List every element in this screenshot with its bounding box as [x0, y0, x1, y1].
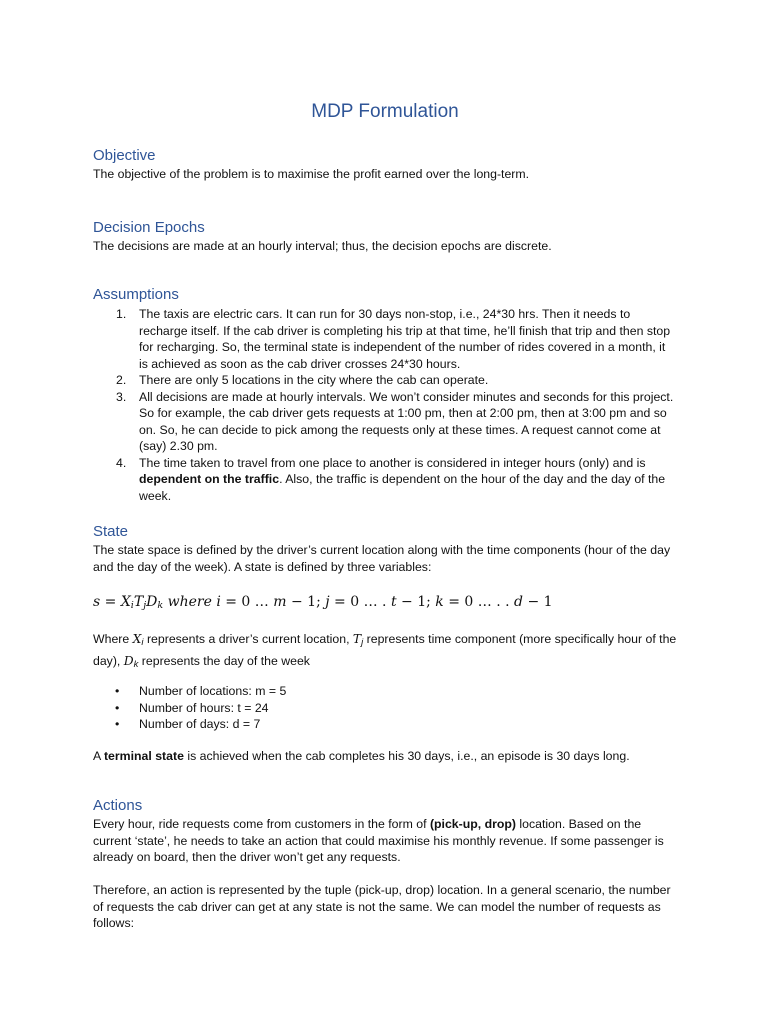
actions-p1-after: location. Based on the current ‘state’, he needs to take an action that could maximise his monthly revenue. If some passenger is already on board, then the driver won’t get any requests. [93, 817, 664, 864]
actions-p1-bold: (pick-up, drop) [429, 817, 517, 831]
where-prefix: Where [93, 632, 133, 646]
bullet-text: Number of locations: m = 5 [139, 684, 287, 698]
actions-p1-before: Every hour, ride requests come from customers in the form of [93, 817, 430, 831]
terminal-bold: terminal state [103, 749, 184, 763]
list-item-number: 1. [116, 307, 127, 321]
bullet-text: Number of hours: t = 24 [139, 700, 269, 715]
formula-i: i [216, 594, 221, 610]
actions-paragraph-1 [93, 816, 677, 866]
formula-m: m [273, 594, 287, 610]
var-t-sub: j [361, 637, 364, 648]
bullet-icon: • [115, 700, 120, 715]
list-item [93, 455, 677, 505]
formula-s: s [93, 594, 101, 610]
formula-d: D [146, 594, 158, 610]
decision-epochs-text: The decisions are made at an hourly interval; thus, the decision epochs are discrete. [93, 239, 552, 253]
list-item-text: All decisions are made at hourly intervals. We won’t consider minutes and seconds for this project. So for example, the cab driver gets requests at 1:00 pm, then at 2:00 pm, then at 3:00 pm and so on. So, he can decide to pick among the requests only at these times. A request cannot come at (say) 2.30 pm. [139, 389, 674, 453]
document-page [93, 0, 677, 1024]
list-item-text-before: The time taken to travel from one place to another is considered in integer hours (only) and is [139, 455, 646, 470]
bullet-icon: • [115, 717, 120, 731]
terminal-prefix: A [93, 749, 104, 763]
var-d-sub: k [133, 659, 139, 670]
formula-k: k [435, 594, 444, 610]
list-item-number: 3. [116, 389, 127, 404]
formula-x: X [120, 594, 131, 610]
bullet-icon: • [115, 684, 120, 698]
formula-minus-one-j: − 1; [396, 594, 436, 610]
list-item-bold: dependent on the traffic [139, 472, 280, 486]
formula-t-var: t [390, 594, 397, 610]
heading-assumptions: Assumptions [93, 286, 179, 303]
list-item-text: The taxis are electric cars. It can run for 30 days non-stop, i.e., 24*30 hrs. Then it needs to recharge itself. If the cab driver is completing his trip at that time, he’ll finish that trip and then stop for recharging. So, the terminal state is independent of the number of rides covered in a month, it is achieved as soon as the cab driver crosses 24*30 hours. [139, 307, 671, 371]
var-d: D [123, 654, 134, 668]
formula-sub-i: i [130, 600, 134, 611]
list-item-number: 2. [116, 373, 127, 387]
state-bullets [93, 683, 677, 733]
list-item-text-after: . Also, the traffic is dependent on the hour of the day and the day of the week. [139, 472, 666, 503]
list-item [93, 389, 677, 455]
formula-minus-one-k: − 1 [523, 594, 553, 610]
where-t: represents time component (more specifically hour of the day), [93, 632, 677, 668]
list-item-number: 4. [116, 455, 127, 470]
list-item [93, 700, 677, 717]
heading-objective: Objective [93, 147, 156, 164]
state-formula [93, 592, 677, 616]
where-d: represents the day of the week [138, 654, 310, 668]
assumptions-list [93, 306, 677, 504]
terminal-rest: is achieved when the cab completes his 30 days, i.e., an episode is 30 days long. [183, 749, 630, 763]
formula-range-k: = 0 … . . [448, 594, 515, 610]
bullet-text: Number of days: d = 7 [139, 717, 261, 731]
formula-sub-j: j [143, 600, 147, 611]
terminal-state-text [93, 748, 677, 765]
state-where-text [93, 630, 677, 674]
objective-text: The objective of the problem is to maximise the profit earned over the long-term. [93, 167, 530, 181]
list-item [93, 716, 677, 733]
formula-d-var: d [514, 594, 523, 610]
list-item [93, 372, 677, 389]
where-x: represents a driver’s current location, [143, 632, 353, 646]
var-x-sub: i [141, 637, 144, 648]
actions-paragraph-2: Therefore, an action is represented by the tuple (pick-up, drop) location. In a general scenario, the number of requests the cab driver can get at any state is not the same. We can model the number of requests as follows: [93, 883, 671, 930]
heading-actions: Actions [93, 797, 143, 814]
formula-range-j: = 0 … . [334, 594, 391, 610]
formula-eq: = [104, 594, 117, 610]
heading-state: State [93, 523, 129, 540]
formula-where: where [167, 594, 212, 610]
heading-decision-epochs: Decision Epochs [93, 219, 205, 236]
list-item [93, 306, 677, 372]
formula-range-i: = 0 … [225, 594, 274, 610]
page-title: MDP Formulation [311, 101, 459, 122]
list-item-text: There are only 5 locations in the city where the cab can operate. [139, 373, 489, 387]
var-t: T [352, 632, 362, 646]
state-intro: The state space is defined by the driver’s current location along with the time components (hour of the day and the day of the week). A state is defined by three variables: [93, 543, 671, 574]
formula-t: T [133, 594, 144, 610]
formula-j: j [325, 594, 330, 610]
var-x: X [132, 632, 142, 646]
formula-minus-one-i: − 1; [286, 594, 326, 610]
list-item [93, 683, 677, 700]
formula-sub-k: k [157, 600, 164, 611]
